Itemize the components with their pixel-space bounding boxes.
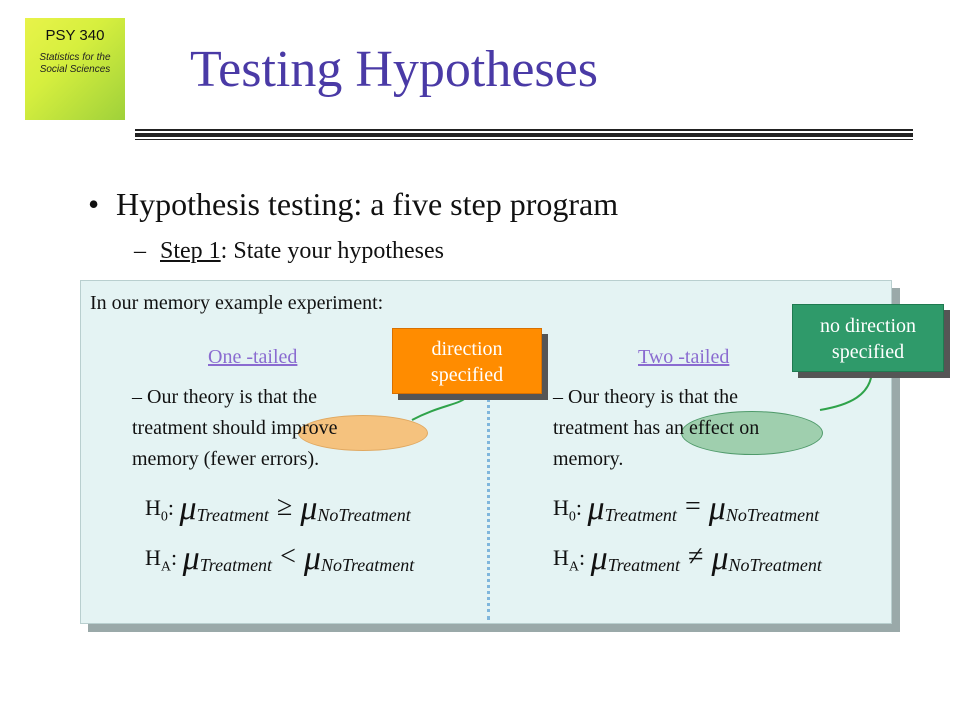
two-tailed-line: treatment has an effect on bbox=[553, 417, 760, 439]
direction-callout-line2: specified bbox=[430, 364, 504, 386]
sub-bullet-text: : State your hypotheses bbox=[220, 238, 444, 264]
mu-subscript: NoTreatment bbox=[317, 505, 411, 525]
h-subscript: A bbox=[568, 559, 580, 575]
relation-operator: < bbox=[280, 541, 296, 572]
step-label: Step 1 bbox=[160, 238, 221, 264]
h-subscript: 0 bbox=[568, 509, 576, 525]
direction-callout bbox=[392, 328, 542, 394]
mu-subscript: NoTreatment bbox=[728, 555, 822, 575]
no-direction-callout bbox=[792, 304, 944, 372]
course-code: PSY 340 bbox=[45, 27, 105, 44]
h-label: H bbox=[553, 545, 569, 570]
mu-subscript: Treatment bbox=[604, 505, 677, 525]
mu-symbol: μ bbox=[182, 540, 200, 577]
mu-subscript: NoTreatment bbox=[725, 505, 820, 525]
mu-subscript: Treatment bbox=[199, 555, 273, 575]
course-subtitle-line1: Statistics for the bbox=[39, 52, 111, 63]
two-tailed-heading: Two -tailed bbox=[638, 346, 730, 368]
one-tailed-line: treatment should improve bbox=[132, 417, 338, 439]
course-subtitle-line2: Social Sciences bbox=[39, 64, 111, 75]
no-direction-callout-line1: no direction bbox=[819, 315, 917, 337]
mu-symbol: μ bbox=[300, 490, 318, 527]
mu-symbol: μ bbox=[179, 490, 197, 527]
mu-symbol: μ bbox=[587, 490, 605, 527]
main-bullet-text: Hypothesis testing: a five step program bbox=[116, 186, 619, 222]
h-colon: : bbox=[167, 495, 175, 520]
h-colon: : bbox=[579, 545, 586, 570]
h-colon: : bbox=[575, 495, 583, 520]
slide-title: Testing Hypotheses bbox=[190, 41, 598, 98]
mu-symbol: μ bbox=[303, 540, 321, 577]
relation-operator: ≠ bbox=[688, 541, 704, 572]
mu-symbol: μ bbox=[590, 540, 608, 577]
one-tailed-heading: One -tailed bbox=[208, 346, 298, 368]
h-label: H bbox=[145, 495, 161, 520]
h-subscript: 0 bbox=[160, 509, 168, 525]
sub-bullet-dash: – bbox=[134, 238, 146, 264]
mu-subscript: Treatment bbox=[196, 505, 269, 525]
mu-symbol: μ bbox=[708, 490, 726, 527]
bullet-dot: • bbox=[88, 186, 100, 222]
one-tailed-line: – Our theory is that the bbox=[132, 386, 317, 408]
relation-operator: ≥ bbox=[276, 491, 293, 522]
two-tailed-line: – Our theory is that the bbox=[553, 386, 738, 408]
h-label: H bbox=[145, 545, 161, 570]
relation-operator: = bbox=[684, 491, 701, 522]
no-direction-callout-line2: specified bbox=[831, 341, 905, 363]
h-subscript: A bbox=[160, 559, 172, 575]
two-tailed-line: memory. bbox=[553, 448, 624, 470]
mu-symbol: μ bbox=[711, 540, 729, 577]
mu-subscript: Treatment bbox=[607, 555, 681, 575]
h-colon: : bbox=[171, 545, 178, 570]
direction-callout-line1: direction bbox=[431, 338, 503, 360]
mu-subscript: NoTreatment bbox=[320, 555, 415, 575]
h-label: H bbox=[553, 495, 569, 520]
panel-intro: In our memory example experiment: bbox=[90, 292, 384, 314]
one-tailed-line: memory (fewer errors). bbox=[132, 448, 320, 470]
